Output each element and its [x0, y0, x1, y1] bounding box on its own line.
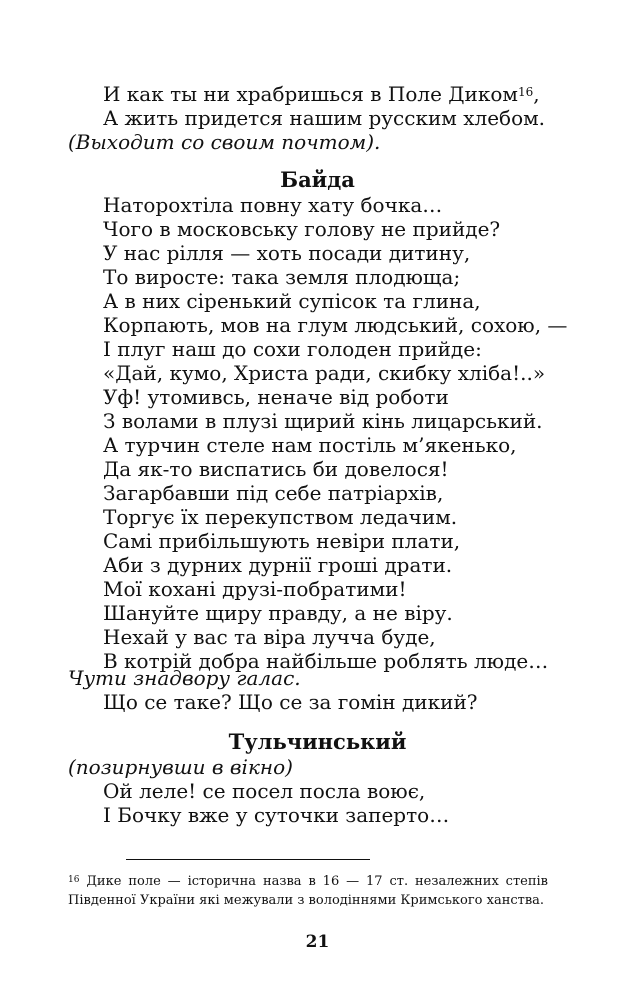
footnote: [68, 872, 548, 910]
verse-line: Загарбавши під себе патріархів,: [103, 481, 444, 505]
verse-line: Що се таке? Що се за гомін дикий?: [103, 690, 478, 714]
verse-line: В котрій добра найбільше роблять люде…: [103, 649, 549, 673]
verse-line: А в них сіренький супісок та глина,: [103, 289, 481, 313]
verse-line: Ой леле! се посел посла воює,: [103, 779, 426, 803]
verse-line: То виросте: така земля плодюща;: [103, 265, 461, 289]
verse-line: Наторохтіла повну хату бочка…: [103, 193, 443, 217]
verse-line: А жить придется нашим русским хлебом.: [103, 106, 546, 130]
verse-block-4: [103, 779, 603, 827]
verse-line: Уф! утомивсь, неначе від роботи: [103, 385, 449, 409]
page-number: 21: [305, 932, 330, 952]
verse-line: Самі прибільшують невіри плати,: [103, 529, 461, 553]
footnote-divider: [126, 859, 370, 860]
footnote-marker: 16: [68, 875, 80, 885]
verse-line: Да як-то виспатись би довелося!: [103, 457, 449, 481]
verse-line: Мої кохані друзі-побратими!: [103, 577, 407, 601]
verse-line: И как ты ни храбришься в Поле Диком$^{16}$,: [103, 82, 540, 106]
verse-line: Шануйте щиру правду, а не віру.: [103, 601, 453, 625]
verse-block-2: [103, 193, 603, 673]
stage-direction: Чути знадвору галас.: [68, 666, 301, 690]
verse-line: Корпають, мов на глум людський, сохою, —: [103, 313, 568, 337]
verse-line: І плуг наш до сохи голоден прийде:: [103, 337, 482, 361]
verse-line: І Бочку вже у суточки заперто…: [103, 803, 450, 827]
verse-line: У нас рілля — хоть посади дитину,: [103, 241, 471, 265]
verse-line: Нехай у вас та віра лучча буде,: [103, 625, 436, 649]
verse-line: Аби з дурних дурнії гроші драти.: [103, 553, 453, 577]
verse-line: Торгує їх перекупством ледачим.: [103, 505, 458, 529]
verse-block-3: [103, 690, 603, 714]
footnote-reference[interactable]: 16: [517, 85, 534, 99]
verse-line: «Дай, кумо, Христа ради, скибку хліба!..»: [103, 361, 546, 385]
stage-direction: (позирнувши в вікно): [68, 755, 293, 779]
verse-line: З волами в плузі щирий кінь лицарський.: [103, 409, 543, 433]
verse-line: А турчин стеле нам постіль м’якенько,: [103, 433, 517, 457]
speaker-name: Байда: [280, 167, 355, 192]
verse-block-1: [103, 82, 603, 130]
footnote-text: Дике поле — історична назва в 16 — 17 ст. незалежних степів Південної України які межували з володіннями Кримського ханства.: [68, 874, 548, 908]
speaker-name: Тульчинський: [228, 729, 407, 754]
verse-line: Чого в московську голову не прийде?: [103, 217, 501, 241]
stage-direction: (Выходит со своим почтом).: [68, 130, 381, 154]
